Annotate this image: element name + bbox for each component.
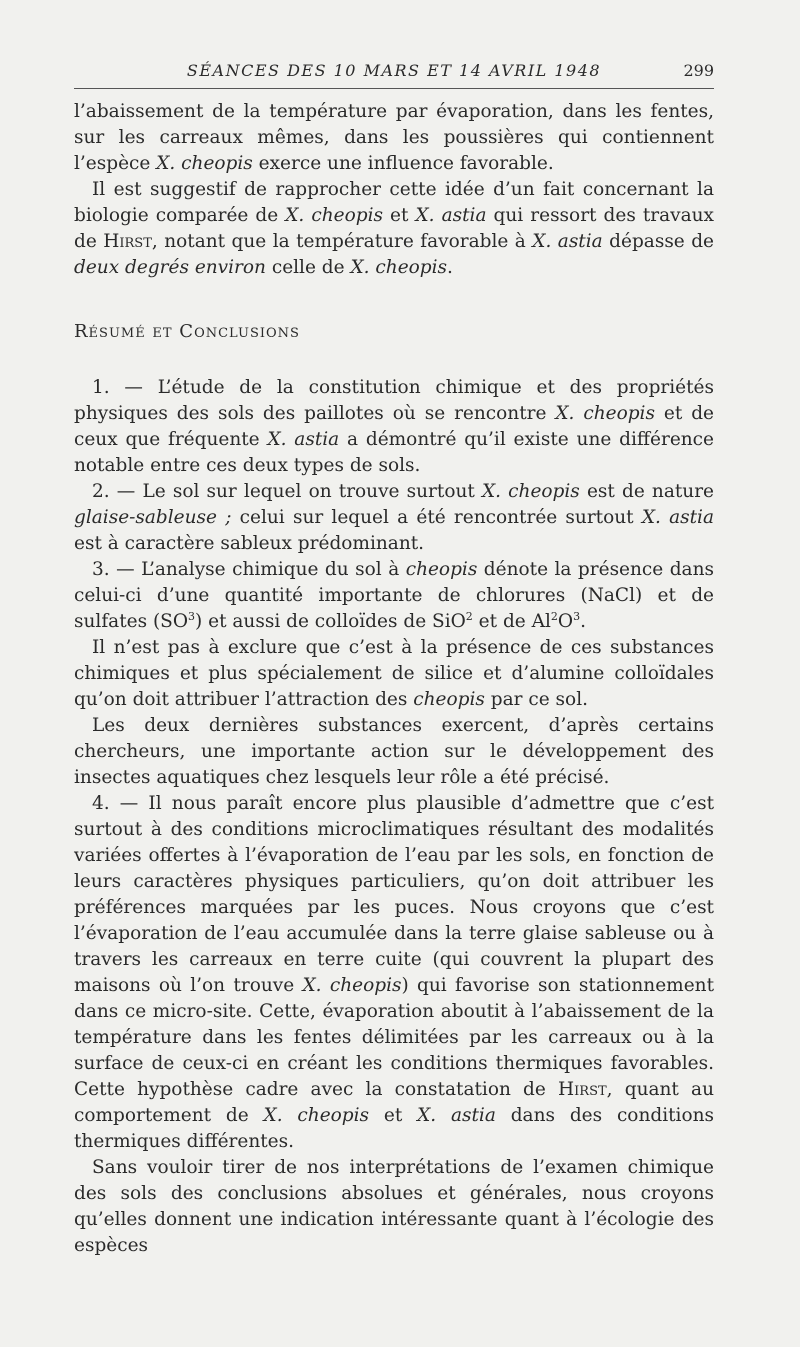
- conclusion-3: 3. — L’analyse chimique du sol à cheopis dénote la présence dans celui-ci d’une quantité importante de chlorures (NaCl) et de sulfates $(SO^3)$ et aussi de colloïdes de SiO$^2$ et de $Al^2O^3$.: [74, 559, 714, 632]
- body-text: [74, 99, 714, 1259]
- conclusion-1: 1. — L’étude de la constitution chimique et des propriétés physiques des sols des paillotes où se rencontre X. cheopis et de ceux que fréquente X. astia a démontré qu’il existe une différence notable entre ces deux types de sols.: [74, 377, 715, 476]
- section-heading: Résumé et Conclusions: [74, 321, 300, 342]
- paragraph-1: l’abaissement de la température par évaporation, dans les fentes, sur les carreaux mêmes, dans les poussières qui contiennent l’espèce X. cheopis exerce une influence favorable.: [74, 101, 714, 174]
- conclusion-2: 2. — Le sol sur lequel on trouve surtout X. cheopis est de nature glaise-sableuse ; celui sur lequel a été rencontrée surtout X. astia est à caractère sableux prédominant.: [74, 481, 715, 554]
- conclusion-3-continued: Il n’est pas à exclure que c’est à la présence de ces substances chimiques et plus spécialement de silice et d’alumine colloïdales qu’on doit attribuer l’attraction des cheopis par ce sol.: [74, 637, 714, 710]
- page-number: 299: [683, 61, 714, 80]
- closing-paragraph: Sans vouloir tirer de nos interprétations de l’examen chimique des sols des conclusions absolues et générales, nous croyons qu’elles donnent une indication intéressante quant à l’écologie des espèces: [74, 1157, 714, 1256]
- paragraph-2: Il est suggestif de rapprocher cette idée d’un fait concernant la biologie comparée de X. cheopis et X. astia qui ressort des travaux de Hirst, notant que la température favorable à X. astia dépasse de deux degrés environ celle de X. cheopis.: [74, 179, 715, 278]
- conclusion-3-note: Les deux dernières substances exercent, d’après certains chercheurs, une importante action sur le développement des insectes aquatiques chez lesquels leur rôle a été précisé.: [74, 715, 714, 788]
- conclusion-4: 4. — Il nous paraît encore plus plausible d’admettre que c’est surtout à des conditions microclimatiques résultant des modalités variées offertes à l’évaporation de l’eau par les sols, en fonction de leurs caractères physiques particuliers, qu’on doit attribuer les préférences marquées par les puces. Nous croyons que c’est l’évaporation de l’eau accumulée dans la terre glaise sableuse ou à travers les carreaux en terre cuite (qui couvrent la plupart des maisons où l’on trouve X. cheopis) qui favorise son stationnement dans ce micro-site. Cette, évaporation aboutit à l’abaissement de la température dans les fentes délimitées par les carreaux ou à la surface de ceux-ci en créant les conditions thermiques favorables. Cette hypothèse cadre avec la constatation de Hirst, quant au comportement de X. cheopis et X. astia dans des conditions thermiques différentes.: [74, 793, 715, 1152]
- running-head: SÉANCES DES 10 MARS ET 14 AVRIL 1948: [186, 61, 602, 80]
- page-header: [74, 58, 714, 89]
